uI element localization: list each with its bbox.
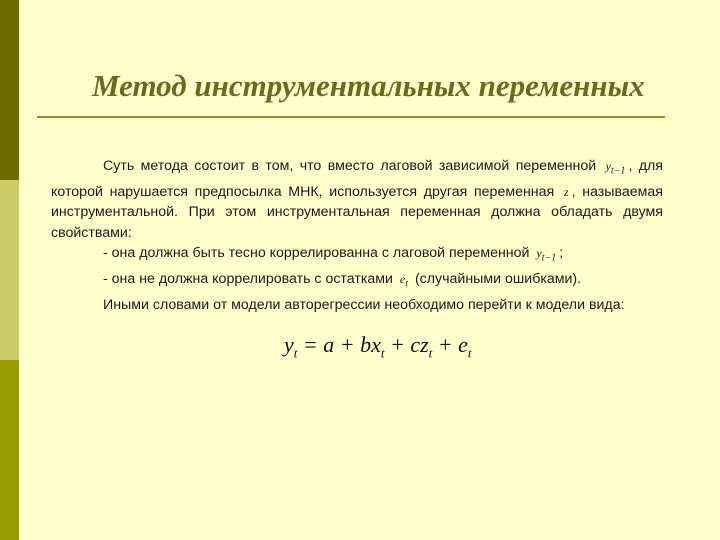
paragraph-conclusion: Иными словами от модели авторегрессии необходимо перейти к модели вида: [103,297,625,314]
paragraph-text: , для которой нарушается предпосылка МНК, используется другая переменная [51,158,663,200]
slide-body [51,156,663,316]
list-item-property-1 [51,243,663,269]
list-item-text: ; [559,245,564,262]
paragraph-text: , называемая инструментальной. При этом инструментальная переменная должна обладать двумя свойствами: [51,183,663,241]
math-var-e: $e_t$ [399,272,408,290]
model-formula: $y_t = a + bx_t + cz_t + e_t$ [284,332,472,361]
paragraph-text: Суть метода состоит в том, что вместо лаговой зависимой переменной [103,158,597,174]
title-underline [37,116,665,118]
list-item-text: - она не должна коррелировать с остатками [103,271,393,288]
list-item-property-2 [51,269,663,295]
list-item-text: (случайными ошибками). [414,271,582,288]
side-bar-top [0,0,19,180]
list-item-text: - она должна быть тесно коррелированна с лаговой переменной [103,245,530,262]
side-bar-middle [0,180,19,360]
side-bar-bottom [0,360,19,540]
math-var-y-lag: $y_{t-1}$ [605,159,626,177]
slide-title: Метод инструментальных переменных [92,68,645,103]
paragraph-definition [51,156,663,243]
math-var-y-lag: $y_{t-1}$ [536,246,557,264]
math-var-z: z [563,184,569,199]
